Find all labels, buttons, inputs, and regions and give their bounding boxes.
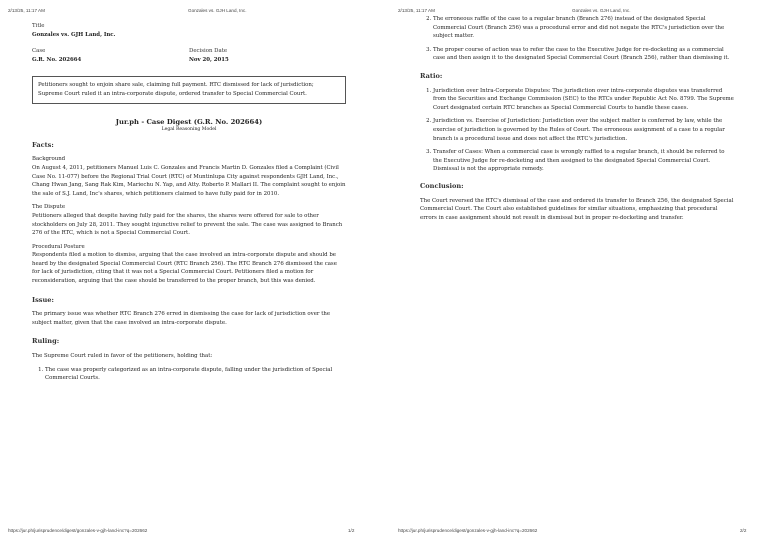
- page-1-content: [32, 22, 346, 388]
- print-datetime: 2/13/25, 11:17 AM: [398, 8, 435, 13]
- print-header-title: Gonzales vs. GJH Land, Inc.: [188, 8, 247, 13]
- ratio-item: 1. Jurisdiction over Intra-Corporate Disputes: The jurisdiction over intra-corporate disputes was transferred from the Securities and Exchange Commission (SEC) to the RTCs under Republic Act No. 8799. The Supreme Court designated certain RTC branches as Special Commercial Courts to handle these cases.: [433, 87, 734, 113]
- ruling-item-1: 1. The case was properly categorized as an intra-corporate dispute, falling under the jurisdiction of Special Commercial Courts.: [45, 366, 346, 383]
- dispute-heading: The Dispute: [32, 204, 66, 211]
- conclusion-heading: Conclusion:: [420, 181, 464, 190]
- conclusion-text: The Court reversed the RTC's dismissal of the case and ordered its transfer to Branch 256, the designated Special Commercial Court. The Court also established guidelines for similar situations, emphasizing that procedural errors in case assignment should not result in dismissal but in proper re-docketing and transfer.: [420, 197, 734, 221]
- ratio-list: [420, 87, 734, 174]
- ruling-heading: Ruling:: [32, 337, 60, 346]
- background-text: On August 4, 2011, petitioners Manuel Luis C. Gonzales and Francis Martin D. Gonzales filed a Complaint (Civil Case No. 11-077) before the Regional Trial Court (RTC) of Muntinlupa City against respondents GJH Land, Inc., Chang Hwan Jang, Sang Rak Kim, Mariechu N. Yap, and Atty. Roberto P. Mallari II. The complaint sought to enjoin the sale of S.J. Land, Inc's shares, which petitioners claimed to have fully paid for in 2010.: [32, 164, 346, 197]
- issue-heading: Issue:: [32, 295, 54, 304]
- footer-url: https://jur.ph/jurisprudence/digest/gonzales-v-gjh-land-inc?q=202662: [8, 528, 148, 533]
- print-datetime: 2/13/25, 11:17 AM: [8, 8, 45, 13]
- issue-text: The primary issue was whether RTC Branch 276 erred in dismissing the case for lack of jurisdiction over the subject matter, given that the case involved an intra-corporate dispute.: [32, 311, 331, 326]
- decision-date-label: Decision Date: [189, 48, 228, 55]
- page-2-content: [420, 15, 734, 222]
- decision-date: Nov 20, 2015: [189, 56, 229, 63]
- posture-heading: Procedural Posture: [32, 243, 85, 250]
- ruling-list-continued: [420, 15, 734, 63]
- summary-box: Petitioners sought to enjoin share sale, claiming full payment. RTC dismissed for lack of jurisdiction; Supreme Court ruled it an intra-corporate dispute, ordered transfer to Special Commercial Court.: [32, 76, 346, 103]
- posture-text: Respondents filed a motion to dismiss, arguing that the case involved an intra-corporate dispute and should be heard by the designated Special Commercial Court (RTC Branch 256). The RTC Branch 276 dismissed the case for lack of jurisdiction, citing that it was not a Special Commercial Court. Petitioners filed a motion for reconsideration, arguing that the case should be transferred to the proper branch, but this was denied.: [32, 252, 337, 285]
- facts-heading: Facts:: [32, 140, 54, 149]
- case-meta: [32, 47, 346, 64]
- footer-page-number: 2/2: [740, 528, 747, 533]
- case-label: Case: [32, 48, 46, 55]
- dispute-text: Petitioners alleged that despite having fully paid for the shares, the shares were offered for sale to other stockholders on July 28, 2011. They sought injunctive relief to prevent the sale. The case was assigned to Branch 276 of the RTC, which is not a Special Commercial Court.: [32, 212, 343, 237]
- ratio-item: 3. Transfer of Cases: When a commercial case is wrongly raffled to a regular branch, it should be referred to the Executive Judge for re-docketing and then assigned to the designated Special Commercial Court. Dismissal is not the appropriate remedy.: [433, 148, 734, 174]
- ratio-heading: Ratio:: [420, 71, 443, 80]
- digest-title: Jur.ph - Case Digest (G.R. No. 202664): [115, 117, 263, 126]
- footer-page-number: 1/2: [348, 528, 355, 533]
- digest-subtitle: Legal Reasoning Model: [161, 127, 217, 133]
- ruling-text: The Supreme Court ruled in favor of the petitioners, holding that:: [32, 353, 213, 360]
- ruling-item-3: 3. The proper course of action was to refer the case to the Executive Judge for re-docketing as a commercial case and then assign it to the designated Special Commercial Court (Branch 256), rather than dismissing it.: [433, 46, 734, 63]
- ratio-item: 2. Jurisdiction vs. Exercise of Jurisdiction: Jurisdiction over the subject matter is conferred by law, while the exercise of jurisdiction is governed by the Rules of Court. The erroneous assignment of a case to a regular branch is a procedural issue and does not affect the RTC's jurisdiction.: [433, 117, 734, 143]
- ruling-list: [32, 366, 346, 383]
- ruling-item-2: 2. The erroneous raffle of the case to a regular branch (Branch 276) instead of the designated Special Commercial Court (Branch 256) was a procedural error and did not negate the RTC's jurisdiction over the subject matter.: [433, 15, 734, 41]
- print-header-title: Gonzales vs. GJH Land, Inc.: [572, 8, 631, 13]
- title-label: Title: [32, 23, 45, 29]
- page-2: [384, 0, 768, 543]
- case-number: G.R. No. 202664: [32, 56, 82, 63]
- footer-url: https://jur.ph/jurisprudence/digest/gonzales-v-gjh-land-inc?q=202662: [398, 528, 538, 533]
- background-heading: Background: [32, 156, 66, 163]
- case-title: Gonzales vs. GJH Land, Inc.: [32, 31, 116, 38]
